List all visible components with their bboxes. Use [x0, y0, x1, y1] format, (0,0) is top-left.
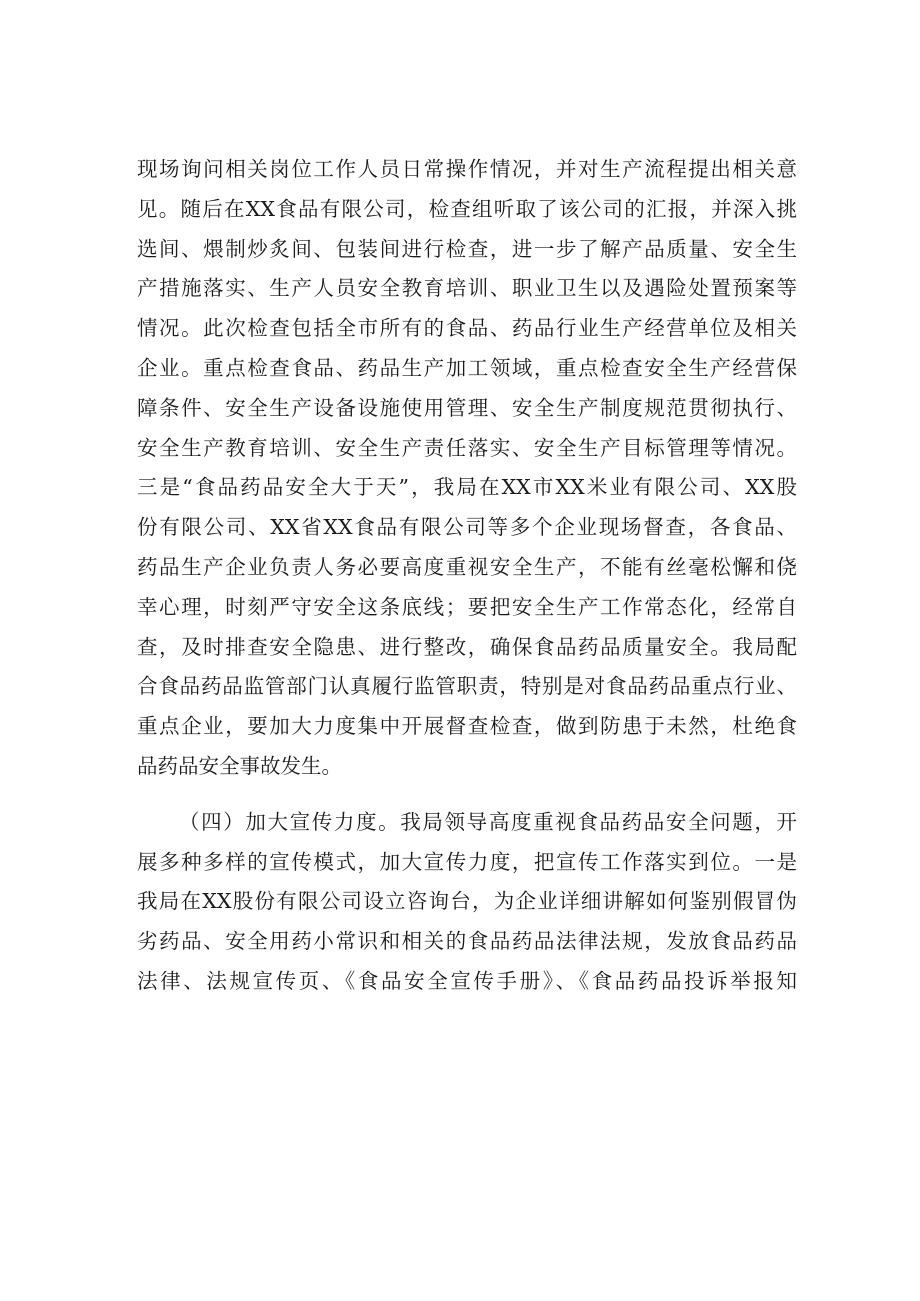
- paragraph-line: 法律、法规宣传页、《食品安全宣传手册》、《食品药品投诉举报知: [137, 968, 797, 993]
- paragraph-line: 份有限公司、XX省XX食品有限公司等多个企业现场督查，各食品、: [137, 515, 797, 540]
- paragraph-line: 幸心理，时刻严守安全这条底线；要把安全生产工作常态化，经常自: [137, 594, 797, 619]
- paragraph-2: [137, 803, 797, 1002]
- paragraph-line: 品药品安全事故发生。: [137, 753, 342, 778]
- paragraph-1: [137, 150, 797, 787]
- paragraph-line: 见。随后在XX食品有限公司，检查组听取了该公司的汇报，并深入挑: [137, 196, 797, 221]
- paragraph-line: 现场询问相关岗位工作人员日常操作情况，并对生产流程提出相关意: [137, 157, 797, 181]
- paragraph-line: 障条件、安全生产设备设施使用管理、安全生产制度规范贯彻执行、: [137, 395, 797, 420]
- paragraph-line: （四）加大宣传力度。我局领导高度重视食品药品安全问题，开: [179, 809, 797, 834]
- paragraph-line: 我局在XX股份有限公司设立咨询台，为企业详细讲解如何鉴别假冒伪: [137, 889, 797, 914]
- paragraph-line: 三是“食品药品安全大于天”，我局在XX市XX米业有限公司、XX股: [137, 475, 797, 500]
- paragraph-line: 合食品药品监管部门认真履行监管职责，特别是对食品药品重点行业、: [137, 674, 797, 699]
- paragraph-line: 重点企业，要加大力度集中开展督查检查，做到防患于未然，杜绝食: [137, 714, 797, 739]
- paragraph-line: 展多种多样的宣传模式，加大宣传力度，把宣传工作落实到位。一是: [137, 849, 797, 874]
- paragraph-line: 药品生产企业负责人务必要高度重视安全生产，不能有丝毫松懈和侥: [137, 554, 797, 579]
- paragraph-line: 安全生产教育培训、安全生产责任落实、安全生产目标管理等情况。: [137, 435, 797, 460]
- paragraph-line: 产措施落实、生产人员安全教育培训、职业卫生以及遇险处置预案等: [137, 276, 797, 301]
- paragraph-line: 查，及时排查安全隐患、进行整改，确保食品药品质量安全。我局配: [137, 634, 797, 659]
- paragraph-spacer: [137, 787, 797, 803]
- paragraph-line: 劣药品、安全用药小常识和相关的食品药品法律法规，发放食品药品: [137, 929, 797, 954]
- document-body: [137, 150, 797, 1002]
- paragraph-line: 情况。此次检查包括全市所有的食品、药品行业生产经营单位及相关: [137, 316, 797, 341]
- paragraph-line: 选间、煨制炒炙间、包装间进行检查，进一步了解产品质量、安全生: [137, 236, 797, 261]
- paragraph-line: 企业。重点检查食品、药品生产加工领域，重点检查安全生产经营保: [137, 355, 797, 380]
